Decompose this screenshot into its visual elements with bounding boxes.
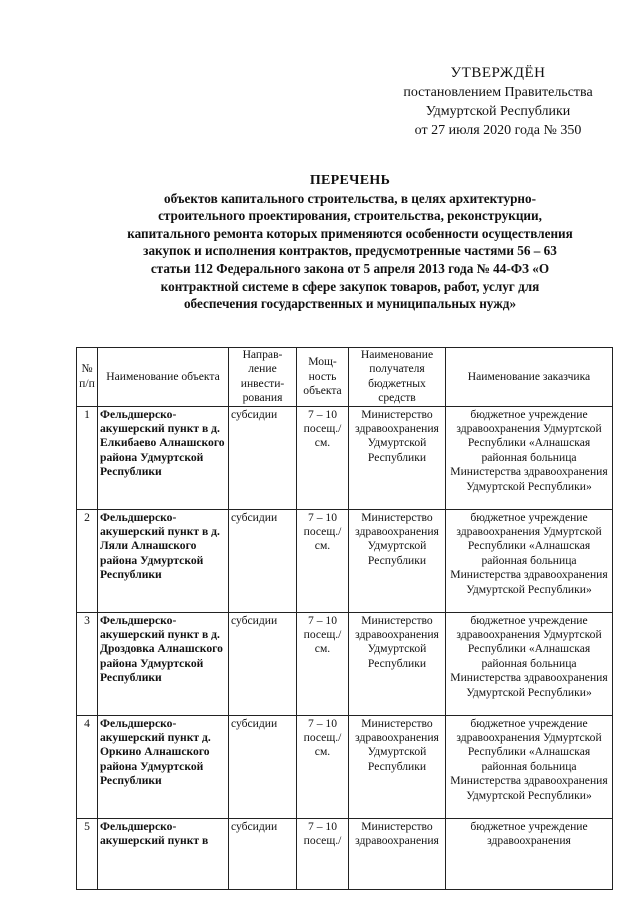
header-number: № п/п (77, 348, 98, 407)
header-recipient: Наименование получателя бюджетных средств (349, 348, 446, 407)
table-row (77, 818, 613, 889)
object-name: Фельдшерско-акушерский пункт в (98, 818, 229, 889)
investment-type: субсидии (229, 715, 297, 818)
document-title: ПЕРЕЧЕНЬ (309, 173, 391, 188)
objects-table (76, 347, 613, 890)
investment-type: субсидии (229, 818, 297, 889)
object-capacity: 7 – 10 посещ./ см. (297, 612, 349, 715)
approval-line: постановлением Правительства (403, 85, 593, 100)
budget-recipient: Министерство здравоохранения Удмуртской Республики (349, 509, 446, 612)
row-number: 4 (77, 715, 98, 818)
heading-line: капитального ремонта которых применяются особенности осуществления (127, 225, 573, 241)
approval-title: УТВЕРЖДЁН (450, 65, 546, 81)
header-object-name: Наименование объекта (98, 348, 229, 407)
customer-name: бюджетное учреждение здравоохранения Удмуртской Республики «Алнашская районная больница Министерства здравоохранения Удмуртской Республики» (446, 715, 613, 818)
approval-stamp (372, 64, 624, 140)
heading-line: обеспечения государственных и муниципальных нужд» (183, 296, 517, 312)
heading-line: строительного проектирования, строительства, реконструкции, (158, 208, 542, 224)
customer-name: бюджетное учреждение здравоохранения Удмуртской Республики «Алнашская районная больница Министерства здравоохранения Удмуртской Республики» (446, 509, 613, 612)
table-header-row (77, 348, 613, 407)
table-row (77, 715, 613, 818)
object-capacity: 7 – 10 посещ./ см. (297, 715, 349, 818)
approval-date: от 27 июля 2020 года № 350 (414, 123, 582, 138)
object-capacity: 7 – 10 посещ./ см. (297, 406, 349, 509)
object-name: Фельдшерско-акушерский пункт в д. Дроздовка Алнашского района Удмуртской Республики (98, 612, 229, 715)
table-row (77, 509, 613, 612)
investment-type: субсидии (229, 406, 297, 509)
customer-name: бюджетное учреждение здравоохранения Удмуртской Республики «Алнашская районная больница Министерства здравоохранения Удмуртской Республики» (446, 406, 613, 509)
header-capacity: Мощ-ность объекта (297, 348, 349, 407)
approval-line: Удмуртской Республики (425, 104, 571, 119)
object-capacity: 7 – 10 посещ./ см. (297, 509, 349, 612)
row-number: 1 (77, 406, 98, 509)
object-name: Фельдшерско-акушерский пункт д. Оркино Алнашского района Удмуртской Республики (98, 715, 229, 818)
customer-name: бюджетное учреждение здравоохранения (446, 818, 613, 889)
budget-recipient: Министерство здравоохранения Удмуртской Республики (349, 406, 446, 509)
object-name: Фельдшерско-акушерский пункт в д. Ляли Алнашского района Удмуртской Республики (98, 509, 229, 612)
customer-name: бюджетное учреждение здравоохранения Удмуртской Республики «Алнашская районная больница Министерства здравоохранения Удмуртской Республики» (446, 612, 613, 715)
heading-line: статьи 112 Федерального закона от 5 апреля 2013 года № 44-ФЗ «О (150, 260, 550, 276)
document-heading (110, 172, 590, 313)
row-number: 2 (77, 509, 98, 612)
heading-line: контрактной системе в сфере закупок товаров, работ, услуг для (160, 278, 540, 294)
header-customer: Наименование заказчика (446, 348, 613, 407)
table-row (77, 612, 613, 715)
row-number: 5 (77, 818, 98, 889)
heading-line: объектов капитального строительства, в целях архитектурно- (164, 190, 536, 206)
budget-recipient: Министерство здравоохранения Удмуртской Республики (349, 715, 446, 818)
table-row (77, 406, 613, 509)
header-investment: Направ-ление инвести-рования (229, 348, 297, 407)
budget-recipient: Министерство здравоохранения (349, 818, 446, 889)
investment-type: субсидии (229, 612, 297, 715)
investment-type: субсидии (229, 509, 297, 612)
row-number: 3 (77, 612, 98, 715)
object-capacity: 7 – 10 посещ./ (297, 818, 349, 889)
budget-recipient: Министерство здравоохранения Удмуртской Республики (349, 612, 446, 715)
object-name: Фельдшерско-акушерский пункт в д. Елкибаево Алнашского района Удмуртской Республики (98, 406, 229, 509)
heading-line: закупок и исполнения контрактов, предусмотренные частями 56 – 63 (143, 243, 557, 259)
